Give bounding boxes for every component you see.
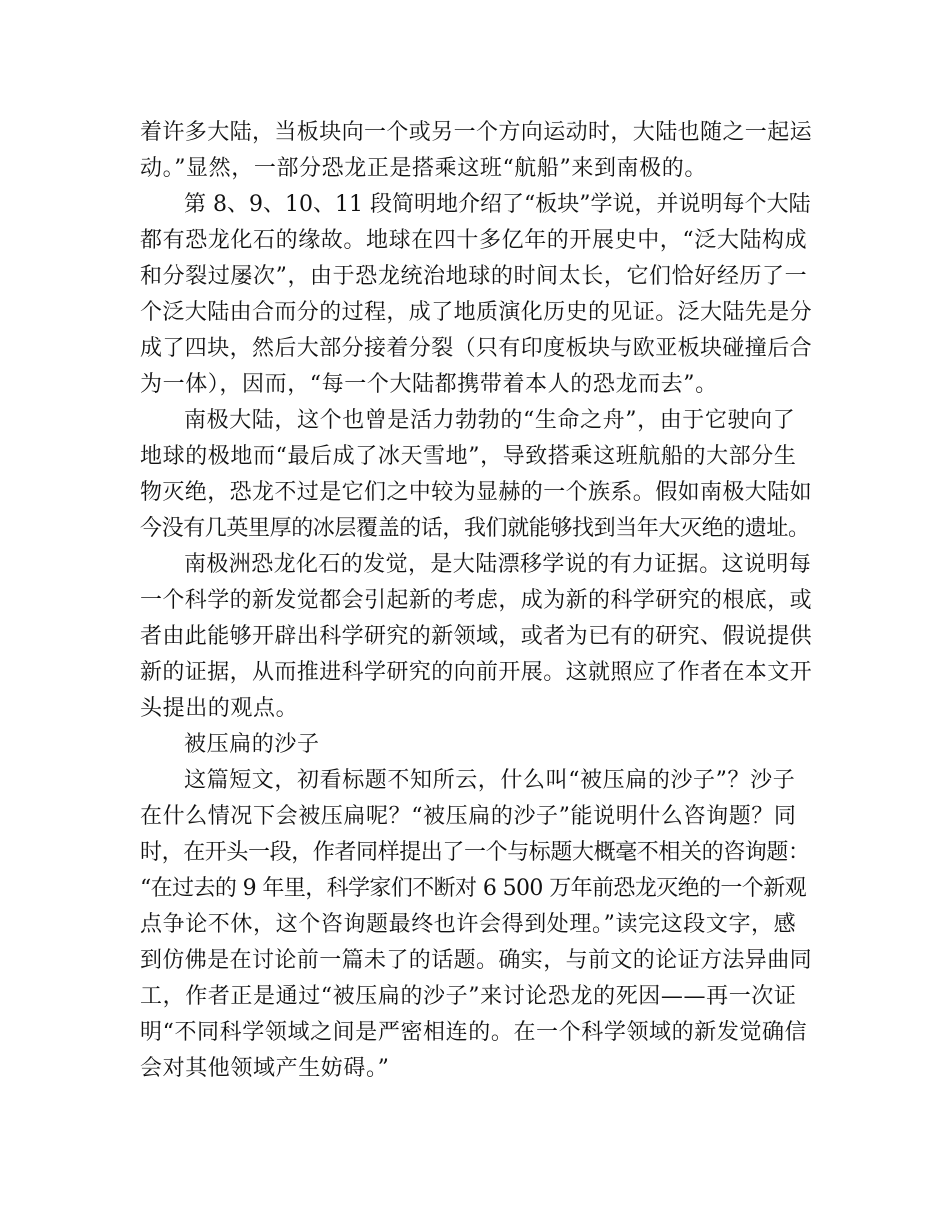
text-line: 者由此能够开辟出科学研究的新领域，或者为已有的研究、假说提供 <box>140 624 813 649</box>
text-line: 南极洲恐龙化石的发觉，是大陆漂移学说的有力证据。这说明每 <box>184 552 812 577</box>
text-line: 为一体），因而，“每一个大陆都携带着本人的恐龙而去”。 <box>140 372 718 397</box>
text-line: 这篇短文，初看标题不知所云，什么叫“被压扁的沙子”？沙子 <box>184 768 796 793</box>
text-line: 动。”显然，一部分恐龙正是搭乘这班“航船”来到南极的。 <box>140 156 707 181</box>
text-line: 在什么情况下会被压扁呢？“被压扁的沙子”能说明什么咨询题？同 <box>140 804 797 829</box>
text-line: 会对其他领域产生妨碍。” <box>140 1056 390 1081</box>
text-line: 头提出的观点。 <box>140 696 299 721</box>
text-line: 物灭绝，恐龙不过是它们之中较为显赫的一个族系。假如南极大陆如 <box>140 480 813 505</box>
text-line: 南极大陆，这个也曾是活力勃勃的“生命之舟”，由于它驶向了 <box>184 408 796 433</box>
text-line: 一个科学的新发觉都会引起新的考虑，成为新的科学研究的根底，或 <box>140 588 813 613</box>
text-line: 点争论不休，这个咨询题最终也许会得到处理。”读完这段文字，感 <box>140 912 797 937</box>
text-line: 今没有几英里厚的冰层覆盖的话，我们就能够找到当年大灭绝的遗址。 <box>140 516 810 541</box>
text-line: 成了四块，然后大部分接着分裂（只有印度板块与欧亚板块碰撞后合 <box>140 336 813 361</box>
document-body <box>140 115 812 1087</box>
text-line: 新的证据，从而推进科学研究的向前开展。这就照应了作者在本文开 <box>140 660 813 685</box>
text-line: 工，作者正是通过“被压扁的沙子”来讨论恐龙的死因——再一次证 <box>140 984 797 1009</box>
text-line: 第 8、9、10、11 段简明地介绍了“板块”学说，并说明每个大陆 <box>184 192 811 217</box>
text-line: 地球的极地而“最后成了冰天雪地”，导致搭乘这班航船的大部分生 <box>140 444 797 469</box>
text-line: 被压扁的沙子 <box>184 732 320 757</box>
text-line: 和分裂过屡次”，由于恐龙统治地球的时间太长，它们恰好经历了一 <box>140 264 808 289</box>
text-line: 个泛大陆由合而分的过程，成了地质演化历史的见证。泛大陆先是分 <box>140 300 813 325</box>
text-line: 都有恐龙化石的缘故。地球在四十多亿年的开展史中，“泛大陆构成 <box>140 228 808 253</box>
text-line: “在过去的 9 年里，科学家们不断对 6 500 万年前恐龙灭绝的一个新观 <box>140 876 807 901</box>
text-line: 时，在开头一段，作者同样提出了一个与标题大概毫不相关的咨询题： <box>140 840 810 865</box>
text-line: 着许多大陆，当板块向一个或另一个方向运动时，大陆也随之一起运 <box>140 120 813 145</box>
text-line: 到仿佛是在讨论前一篇未了的话题。确实，与前文的论证方法异曲同 <box>140 948 813 973</box>
text-line: 明“不同科学领域之间是严密相连的。在一个科学领域的新发觉确信 <box>140 1020 808 1045</box>
